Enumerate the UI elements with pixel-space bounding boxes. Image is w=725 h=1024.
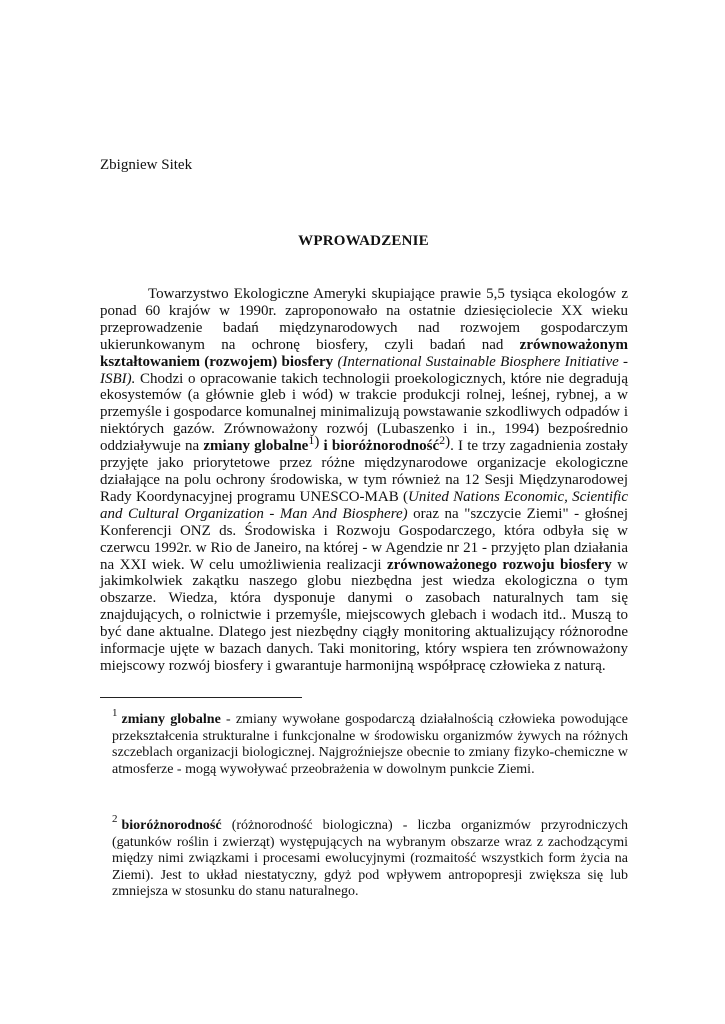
body-segment: Chodzi o opracowanie takich technologii proekologicznych, które nie degradują ekosystemów (a głównie gleb i wód) w trakcie produkcji rolnej, leśnej, rybnej, a w przemyśle i gospodarce komunalnej minimalizują powstawanie szkodliwych odpadów i niektórych gazów. Zrównoważony rozwój (Lubaszenko i in., 1994) bezpośrednio oddziaływuje na: [100, 370, 628, 455]
body-segment: . I te trzy zagadnienia zostały przyjęte jako priorytetowe przez różne międzynarodowe organizacje ekologiczne działające na polu ochrony środowiska, w tym również na 12 Sesji Międzynarodowej Rady Koordynacyjnej programu UNESCO-MAB (: [100, 438, 629, 505]
footnote-term: zmiany globalne: [121, 712, 221, 727]
author-name: Zbigniew Sitek: [100, 157, 193, 173]
footnote-1: [112, 707, 628, 778]
footnote-separator: [100, 697, 302, 698]
title-text: WPROWADZENIE: [298, 233, 429, 249]
bold-term: zrównoważonego rozwoju biosfery: [386, 556, 612, 573]
footnote-text: (różnorodność biologiczna) - liczba organizmów przyrodniczych (gatunków roślin i zwierząt) występujących na wybranym obszarze wraz z zachodzącymi między nimi związkami i procesami ewolucyjnymi (rozmaitość wszystkich form życia na Ziemi). Jest to układ niestatyczny, gdyż pod wpływem antropopresji zwiększa się lub zmniejsza w stosunku do stanu naturalnego.: [112, 818, 628, 900]
footnote-ref-1[interactable]: 1: [308, 433, 315, 448]
italic-term: United Nations Economic, Scientific and Cultural Organization - Man And Biosphere): [100, 488, 628, 522]
bold-term: i bioróżnorodność: [323, 438, 440, 455]
footnote-ref-paren: ): [445, 434, 451, 451]
footnote-term: bioróżnorodność: [121, 818, 222, 833]
body-paragraph: [100, 286, 628, 675]
italic-term: (International Sustainable Biosphere Initiative - ISBI).: [100, 353, 629, 387]
footnote-text: - zmiany wywołane gospodarczą działalnością człowieka powodujące przekształcenia strukturalne i funkcjonalne w środowisku organizmów żywych na różnych szczeblach organizacji biologicznej. Najgroźniejsze obecnie to zmiany fizyko-chemiczne w atmosferze - mogą wywoływać przeobrażenia w dowolnym punkcie Ziemi.: [112, 712, 628, 777]
footnote-ref-2[interactable]: 2: [439, 433, 446, 448]
footnote-ref-paren: ): [314, 434, 320, 451]
body-segment: Towarzystwo Ekologiczne Ameryki skupiające prawie 5,5 tysiąca ekologów z ponad 60 krajów w 1990r. zaproponowało na ostatnie dziesięciolecie XX wieku przeprowadzenie badań międzynarodowych nad rozwojem gospodarczym ukierunkowanym na ochronę biosfery, czyli badań nad: [100, 286, 628, 353]
footnote-number: 2: [112, 813, 118, 825]
footnote-number: 1: [112, 707, 118, 719]
footnote-2: [112, 813, 628, 901]
document-title: [0, 233, 725, 250]
bold-term: zmiany globalne: [203, 438, 309, 455]
bold-term: zrównoważonym kształtowaniem (rozwojem) biosfery: [100, 336, 628, 370]
body-segment: oraz na "szczycie Ziemi" - głośnej Konferencji ONZ ds. Środowiska i Rozwoju Gospodarczego, która odbyła się w czerwcu 1992r. w Rio de Janeiro, na której - w Agendzie nr 21 - przyjęto plan działania na XXI wiek. W celu umożliwienia realizacji: [100, 505, 628, 573]
body-segment: w jakimkolwiek zakątku naszego globu niezbędna jest wiedza ekologiczna o tym obszarze. Wiedza, która dysponuje danymi o zasobach naturalnych tam się znajdujących, o rolnictwie i przemyśle, miejscowych glebach i wodach itd.. Muszą to być dane aktualne. Dlatego jest niezbędny ciągły monitoring aktualizujący różnorodne informacje ujęte w bazach danych. Taki monitoring, który wspiera ten zrównoważony miejscowy rozwój biosfery i gwarantuje harmonijną współpracę człowieka z naturą.: [100, 556, 628, 674]
